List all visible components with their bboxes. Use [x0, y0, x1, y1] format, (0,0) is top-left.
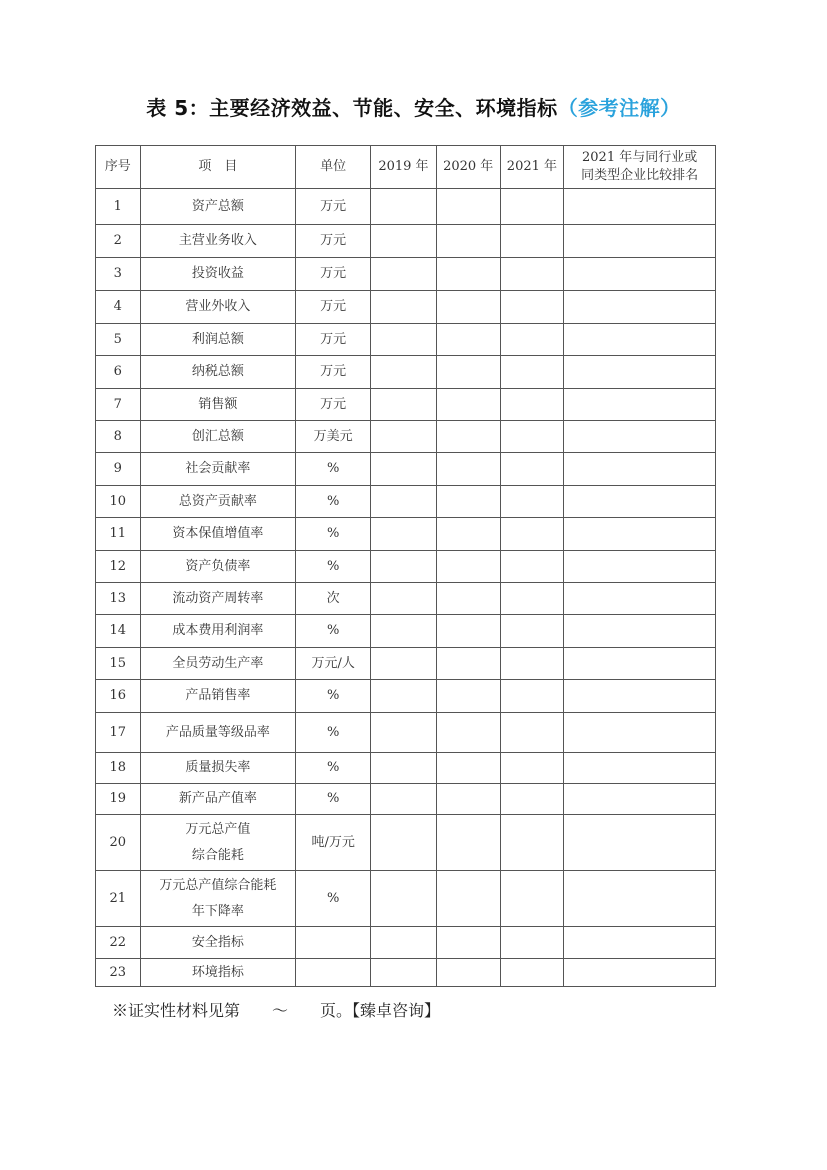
- row-unit: %: [296, 680, 371, 713]
- row-unit: 万元: [296, 356, 371, 389]
- cell-rank[interactable]: [564, 648, 716, 680]
- cell-2021[interactable]: [500, 225, 564, 258]
- row-no: 11: [96, 518, 141, 551]
- row-unit: %: [296, 871, 371, 927]
- cell-2021[interactable]: [500, 486, 564, 518]
- row-item: 成本费用利润率: [140, 615, 296, 648]
- cell-rank[interactable]: [564, 815, 716, 871]
- header-rank-line1: 2021 年与同行业或: [582, 150, 698, 165]
- cell-2021[interactable]: [500, 189, 564, 225]
- cell-2019[interactable]: [371, 713, 437, 753]
- cell-2021[interactable]: [500, 815, 564, 871]
- cell-2020[interactable]: [436, 389, 500, 421]
- cell-2019[interactable]: [371, 871, 437, 927]
- row-item-line2: 综合能耗: [191, 847, 244, 863]
- row-item: 资产总额: [140, 189, 296, 225]
- row-item: 投资收益: [140, 258, 296, 291]
- row-item: 销售额: [140, 389, 296, 421]
- cell-2019[interactable]: [371, 615, 437, 648]
- row-item: 营业外收入: [140, 291, 296, 324]
- row-item: 流动资产周转率: [140, 583, 296, 615]
- cell-2020[interactable]: [436, 680, 500, 713]
- evidence-note: ※证实性材料见第 ～ 页。【臻卓咨询】: [112, 1001, 441, 1020]
- table-row: [96, 453, 716, 486]
- row-no: 6: [96, 356, 141, 389]
- cell-2019[interactable]: [371, 324, 437, 356]
- table-row: [96, 551, 716, 583]
- row-unit: [296, 927, 371, 959]
- cell-2021[interactable]: [500, 959, 564, 987]
- cell-2019[interactable]: [371, 486, 437, 518]
- row-item: 社会贡献率: [140, 453, 296, 486]
- cell-2021[interactable]: [500, 648, 564, 680]
- table-row: [96, 815, 716, 871]
- row-no: 12: [96, 551, 141, 583]
- row-no: 10: [96, 486, 141, 518]
- row-item: 创汇总额: [140, 421, 296, 453]
- cell-rank[interactable]: [564, 324, 716, 356]
- cell-2021[interactable]: [500, 713, 564, 753]
- table-row: [96, 225, 716, 258]
- row-no: 21: [96, 871, 141, 927]
- cell-rank[interactable]: [564, 225, 716, 258]
- row-no: 5: [96, 324, 141, 356]
- cell-2021[interactable]: [500, 421, 564, 453]
- cell-rank[interactable]: [564, 680, 716, 713]
- table-row: [96, 518, 716, 551]
- table-row: [96, 784, 716, 815]
- cell-2021[interactable]: [500, 258, 564, 291]
- cell-2019[interactable]: [371, 453, 437, 486]
- row-item: [140, 815, 296, 871]
- title-annotation: （参考注解）: [557, 96, 681, 120]
- cell-2020[interactable]: [436, 356, 500, 389]
- header-2019: 2019 年: [371, 146, 437, 189]
- table-row: [96, 421, 716, 453]
- header-rank: [564, 146, 716, 189]
- cell-rank[interactable]: [564, 421, 716, 453]
- row-unit: %: [296, 518, 371, 551]
- cell-2020[interactable]: [436, 927, 500, 959]
- row-no: 22: [96, 927, 141, 959]
- table-row: [96, 713, 716, 753]
- cell-2020[interactable]: [436, 615, 500, 648]
- cell-2021[interactable]: [500, 356, 564, 389]
- cell-rank[interactable]: [564, 753, 716, 784]
- cell-2019[interactable]: [371, 680, 437, 713]
- row-no: 14: [96, 615, 141, 648]
- cell-2019[interactable]: [371, 258, 437, 291]
- cell-2020[interactable]: [436, 784, 500, 815]
- row-unit: 万元/人: [296, 648, 371, 680]
- row-unit: %: [296, 713, 371, 753]
- cell-2020[interactable]: [436, 871, 500, 927]
- row-unit: %: [296, 453, 371, 486]
- cell-2019[interactable]: [371, 551, 437, 583]
- table-row: [96, 615, 716, 648]
- row-item: 产品质量等级品率: [140, 713, 296, 753]
- row-no: 16: [96, 680, 141, 713]
- cell-rank[interactable]: [564, 959, 716, 987]
- cell-2019[interactable]: [371, 421, 437, 453]
- cell-rank[interactable]: [564, 615, 716, 648]
- cell-rank[interactable]: [564, 784, 716, 815]
- cell-rank[interactable]: [564, 486, 716, 518]
- row-item-line2: 年下降率: [191, 903, 244, 919]
- page-title: [0, 92, 827, 121]
- cell-2021[interactable]: [500, 551, 564, 583]
- row-unit: 万元: [296, 324, 371, 356]
- row-unit: 万元: [296, 189, 371, 225]
- cell-2020[interactable]: [436, 551, 500, 583]
- row-no: 7: [96, 389, 141, 421]
- cell-2021[interactable]: [500, 871, 564, 927]
- cell-2019[interactable]: [371, 583, 437, 615]
- cell-rank[interactable]: [564, 871, 716, 927]
- cell-2019[interactable]: [371, 927, 437, 959]
- cell-2020[interactable]: [436, 959, 500, 987]
- row-item: 全员劳动生产率: [140, 648, 296, 680]
- cell-2020[interactable]: [436, 486, 500, 518]
- table-row: [96, 189, 716, 225]
- row-item: 安全指标: [140, 927, 296, 959]
- cell-2021[interactable]: [500, 324, 564, 356]
- cell-2019[interactable]: [371, 648, 437, 680]
- cell-2021[interactable]: [500, 615, 564, 648]
- row-item: 利润总额: [140, 324, 296, 356]
- table-row: [96, 291, 716, 324]
- row-unit: 万元: [296, 291, 371, 324]
- cell-2021[interactable]: [500, 291, 564, 324]
- cell-2021[interactable]: [500, 680, 564, 713]
- row-unit: 次: [296, 583, 371, 615]
- row-item: 资本保值增值率: [140, 518, 296, 551]
- row-item-line1: 万元总产值综合能耗: [159, 877, 277, 893]
- cell-2019[interactable]: [371, 291, 437, 324]
- cell-rank[interactable]: [564, 291, 716, 324]
- table-row: [96, 389, 716, 421]
- cell-2020[interactable]: [436, 189, 500, 225]
- table-row: [96, 871, 716, 927]
- cell-2020[interactable]: [436, 753, 500, 784]
- cell-2020[interactable]: [436, 815, 500, 871]
- row-no: 9: [96, 453, 141, 486]
- table-row: [96, 959, 716, 987]
- table-row: [96, 927, 716, 959]
- cell-rank[interactable]: [564, 927, 716, 959]
- cell-rank[interactable]: [564, 258, 716, 291]
- title-main: 表 5：主要经济效益、节能、安全、环境指标: [146, 96, 558, 120]
- table-row: [96, 753, 716, 784]
- table-row: [96, 648, 716, 680]
- header-rank-line2: 同类型企业比较排名: [581, 168, 699, 183]
- cell-2021[interactable]: [500, 927, 564, 959]
- header-unit: 单位: [296, 146, 371, 189]
- row-item: 主营业务收入: [140, 225, 296, 258]
- row-item: 新产品产值率: [140, 784, 296, 815]
- cell-2019[interactable]: [371, 225, 437, 258]
- row-unit: [296, 959, 371, 987]
- row-unit: 万元: [296, 389, 371, 421]
- cell-2020[interactable]: [436, 258, 500, 291]
- row-unit: %: [296, 784, 371, 815]
- cell-2020[interactable]: [436, 421, 500, 453]
- header-no: 序号: [96, 146, 141, 189]
- cell-rank[interactable]: [564, 389, 716, 421]
- cell-2021[interactable]: [500, 784, 564, 815]
- cell-2019[interactable]: [371, 753, 437, 784]
- row-item: 环境指标: [140, 959, 296, 987]
- cell-rank[interactable]: [564, 453, 716, 486]
- row-no: 18: [96, 753, 141, 784]
- row-no: 1: [96, 189, 141, 225]
- cell-2019[interactable]: [371, 518, 437, 551]
- cell-2021[interactable]: [500, 753, 564, 784]
- row-item: 资产负债率: [140, 551, 296, 583]
- table-row: [96, 258, 716, 291]
- cell-2019[interactable]: [371, 815, 437, 871]
- cell-rank[interactable]: [564, 189, 716, 225]
- header-2021: 2021 年: [500, 146, 564, 189]
- row-no: 20: [96, 815, 141, 871]
- cell-2019[interactable]: [371, 959, 437, 987]
- row-no: 17: [96, 713, 141, 753]
- cell-2020[interactable]: [436, 291, 500, 324]
- row-unit: %: [296, 615, 371, 648]
- row-item: [140, 871, 296, 927]
- cell-2019[interactable]: [371, 389, 437, 421]
- row-no: 3: [96, 258, 141, 291]
- header-item: 项 目: [140, 146, 296, 189]
- row-no: 19: [96, 784, 141, 815]
- row-unit: %: [296, 486, 371, 518]
- row-unit: 万元: [296, 225, 371, 258]
- row-no: 13: [96, 583, 141, 615]
- table-header-row: [96, 146, 716, 189]
- row-item: 产品销售率: [140, 680, 296, 713]
- cell-2019[interactable]: [371, 784, 437, 815]
- table-row: [96, 680, 716, 713]
- indicator-table: [95, 145, 716, 987]
- header-2020: 2020 年: [436, 146, 500, 189]
- table-row: [96, 324, 716, 356]
- cell-2021[interactable]: [500, 583, 564, 615]
- cell-2020[interactable]: [436, 583, 500, 615]
- cell-2019[interactable]: [371, 189, 437, 225]
- cell-2020[interactable]: [436, 324, 500, 356]
- cell-2021[interactable]: [500, 453, 564, 486]
- cell-2020[interactable]: [436, 225, 500, 258]
- cell-rank[interactable]: [564, 356, 716, 389]
- row-no: 8: [96, 421, 141, 453]
- row-unit: %: [296, 551, 371, 583]
- cell-2021[interactable]: [500, 518, 564, 551]
- cell-2020[interactable]: [436, 453, 500, 486]
- row-unit: 万元: [296, 258, 371, 291]
- cell-rank[interactable]: [564, 518, 716, 551]
- row-unit: %: [296, 753, 371, 784]
- row-item: 纳税总额: [140, 356, 296, 389]
- table-row: [96, 583, 716, 615]
- cell-2021[interactable]: [500, 389, 564, 421]
- cell-rank[interactable]: [564, 713, 716, 753]
- cell-2020[interactable]: [436, 713, 500, 753]
- row-unit: 万美元: [296, 421, 371, 453]
- cell-rank[interactable]: [564, 551, 716, 583]
- row-item: 总资产贡献率: [140, 486, 296, 518]
- row-item: 质量损失率: [140, 753, 296, 784]
- cell-2020[interactable]: [436, 648, 500, 680]
- row-unit: 吨/万元: [296, 815, 371, 871]
- cell-2019[interactable]: [371, 356, 437, 389]
- row-no: 4: [96, 291, 141, 324]
- cell-2020[interactable]: [436, 518, 500, 551]
- row-item-line1: 万元总产值: [185, 821, 251, 837]
- row-no: 15: [96, 648, 141, 680]
- table-row: [96, 486, 716, 518]
- row-no: 2: [96, 225, 141, 258]
- cell-rank[interactable]: [564, 583, 716, 615]
- table-row: [96, 356, 716, 389]
- row-no: 23: [96, 959, 141, 987]
